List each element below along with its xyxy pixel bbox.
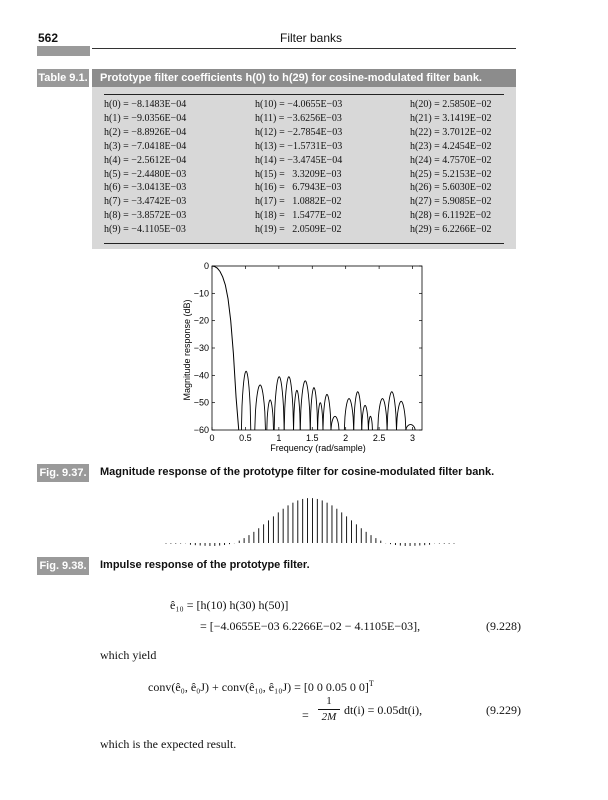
- chart-sidelobe: [274, 377, 284, 430]
- chart-sidelobe: [267, 400, 274, 430]
- x-tick-label: 0: [209, 433, 215, 443]
- chart-sidelobe: [300, 381, 310, 430]
- coef-cell: h(24) = 4.7570E−02: [410, 154, 492, 166]
- eq-dt: dt(i) = 0.05dt(i),: [344, 703, 423, 717]
- coef-cell: h(26) = 5.6030E−02: [410, 182, 492, 194]
- eq-e10-lhs: ê₁₀ = [h(10) h(30) h(50)]: [170, 598, 289, 612]
- coef-cell: h(1) = −9.0356E−04: [104, 112, 187, 124]
- coef-cell: h(12) = −2.7854E−03: [255, 126, 343, 138]
- y-tick-label: −20: [193, 315, 209, 326]
- x-tick-label: 2.5: [372, 433, 386, 443]
- coef-cell: h(3) = −7.0418E−04: [104, 140, 187, 152]
- coef-cell: h(20) = 2.5850E−02: [410, 99, 492, 110]
- fig37-caption: Magnitude response of the prototype filter for cosine-modulated filter bank.: [100, 466, 495, 478]
- chart-mainlobe: [212, 266, 239, 430]
- coef-cell: h(11) = −3.6256E−03: [255, 112, 342, 124]
- fig38-caption: Impulse response of the prototype filter.: [100, 559, 310, 571]
- coef-cell: h(19) = 2.0509E−02: [255, 224, 342, 236]
- chart-sidelobe: [378, 399, 387, 430]
- coef-cell: h(17) = 1.0882E−02: [255, 196, 342, 208]
- table-title: Prototype filter coefficients h(0) to h(29) for cosine-modulated filter bank.: [92, 69, 516, 87]
- eq-conv-lhs: [148, 679, 374, 695]
- coef-cell: h(5) = −2.4480E−03: [104, 168, 187, 180]
- y-tick-label: −50: [193, 397, 209, 408]
- x-tick-label: 1.5: [306, 433, 319, 443]
- chart-sidelobe: [396, 401, 405, 430]
- coef-cell: h(10) = −4.0655E−03: [255, 99, 343, 110]
- coef-cell: h(14) = −3.4745E−04: [255, 154, 343, 166]
- which-yield: which yield: [100, 648, 157, 662]
- coef-cell: h(28) = 6.1192E−02: [410, 210, 492, 222]
- eq-9229-number: (9.229): [486, 703, 521, 717]
- eq-frac-den: 2M: [321, 711, 337, 723]
- eq-frac-bar: [318, 709, 340, 710]
- y-tick-label: 0: [203, 261, 209, 271]
- x-tick-label: 0.5: [239, 433, 252, 443]
- coef-cell: h(6) = −3.0413E−03: [104, 182, 187, 194]
- chart-sidelobe: [310, 388, 317, 430]
- coef-cell: h(2) = −8.8926E−04: [104, 126, 187, 138]
- coef-cell: h(4) = −2.5612E−04: [104, 154, 187, 166]
- coef-cell: h(21) = 3.1419E−02: [410, 112, 492, 124]
- closing-text: which is the expected result.: [100, 737, 237, 751]
- chart-sidelobe: [284, 377, 293, 430]
- chart-xlabel: Frequency (rad/sample): [270, 443, 366, 453]
- coef-cell: h(22) = 3.7012E−02: [410, 126, 492, 138]
- chart-sidelobe: [255, 385, 266, 430]
- chart-sidelobe: [362, 405, 369, 430]
- coef-cell: h(7) = −3.4742E−03: [104, 196, 187, 208]
- impulse-response-chart: [160, 490, 460, 550]
- eq-9228-number: (9.228): [486, 619, 521, 633]
- magnitude-response-chart: [180, 258, 440, 458]
- x-tick-label: 2: [343, 433, 349, 443]
- table-label: Table 9.1.: [37, 69, 89, 87]
- coef-cell: h(15) = 3.3209E−03: [255, 168, 342, 180]
- chart-sidelobe: [344, 399, 353, 430]
- chart-sidelobe: [368, 416, 372, 430]
- chart-ylabel: Magnitude response (dB): [182, 299, 192, 401]
- eq-e10-rhs: = [−4.0655E−03 6.2266E−02 − 4.1105E−03],: [200, 619, 421, 633]
- page-number: 562: [38, 31, 59, 45]
- coef-cell: h(13) = −1.5731E−03: [255, 140, 343, 152]
- coef-cell: h(23) = 4.2454E−02: [410, 140, 492, 152]
- coef-cell: h(16) = 6.7943E−03: [255, 182, 342, 194]
- chart-sidelobe: [323, 394, 331, 430]
- chart-sidelobe: [331, 416, 339, 430]
- chart-sidelobe: [354, 392, 362, 430]
- header-gray-bar: [37, 46, 90, 56]
- eq-conv-text: conv(ê₀, ê₀J) + conv(ê₁₀, ê₁₀J) = [0 0 0.05 0 0]: [148, 680, 369, 694]
- coef-cell: h(18) = 1.5477E−02: [255, 210, 342, 222]
- coef-cell: h(27) = 5.9085E−02: [410, 196, 492, 208]
- chart-sidelobe: [318, 403, 323, 430]
- eq-equals: =: [302, 708, 309, 722]
- coef-cell: h(0) = −8.1483E−04: [104, 99, 187, 110]
- eq-frac-num: 1: [326, 695, 332, 707]
- y-tick-label: −40: [193, 370, 209, 381]
- header-rule: [92, 48, 516, 49]
- coef-cell: h(25) = 5.2153E−02: [410, 168, 492, 180]
- coef-cell: h(8) = −3.8572E−03: [104, 210, 187, 222]
- y-tick-label: −10: [193, 288, 209, 299]
- coef-cell: h(29) = 6.2266E−02: [410, 224, 492, 236]
- chart-sidelobe: [241, 371, 250, 430]
- coef-cell: h(9) = −4.1105E−03: [104, 224, 186, 236]
- chart-sidelobe: [406, 425, 415, 430]
- y-tick-label: −60: [193, 425, 209, 435]
- table-rule-bottom: [104, 243, 504, 244]
- running-head: Filter banks: [280, 31, 343, 45]
- eq-conv-transpose: T: [368, 679, 374, 688]
- chart-sidelobe: [387, 392, 396, 430]
- x-tick-label: 1: [276, 433, 282, 443]
- y-tick-label: −30: [193, 343, 209, 353]
- fig37-label: Fig. 9.37.: [37, 464, 89, 482]
- x-tick-label: 3: [410, 433, 416, 443]
- chart-sidelobe: [294, 390, 301, 430]
- table-rule-top: [104, 94, 504, 95]
- fig38-label: Fig. 9.38.: [37, 557, 89, 575]
